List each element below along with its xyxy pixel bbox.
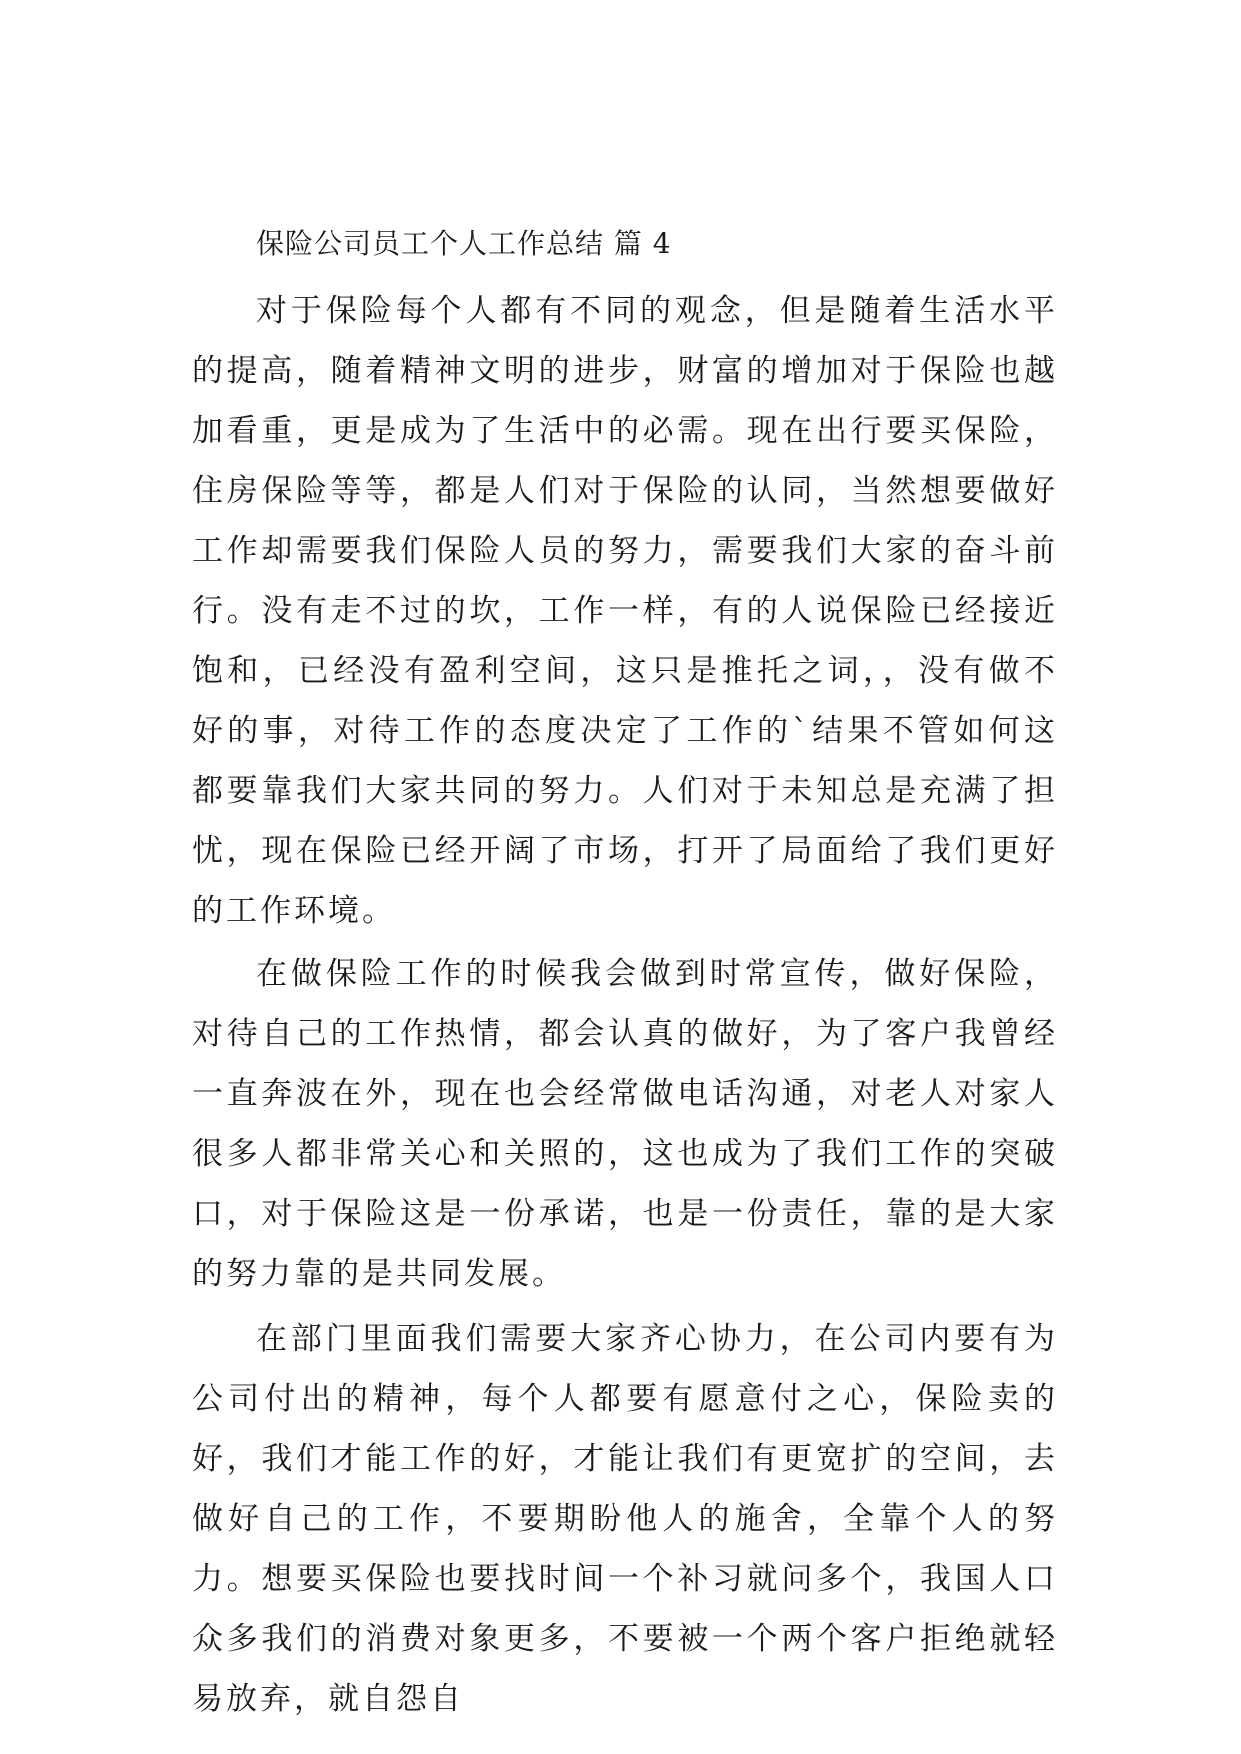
document-title: 保险公司员工个人工作总结 篇 4 [256,227,672,260]
document-page [192,214,1058,1729]
paragraph-2: 在做保险工作的时候我会做到时常宣传，做好保险，对待自己的工作热情，都会认真的做好，为了客户我曾经一直奔波在外，现在也会经常做电话沟通，对老人对家人很多人都非常关心和关照的，这也成为了我们工作的突破口，对于保险这是一份承诺，也是一份责任，靠的是大家的努力靠的是共同发展。 [192,956,1058,1292]
paragraph-1: 对于保险每个人都有不同的观念，但是随着生活水平的提高，随着精神文明的进步，财富的增加对于保险也越加看重，更是成为了生活中的必需。现在出行要买保险，住房保险等等，都是人们对于保险的认同，当然想要做好工作却需要我们保险人员的努力，需要我们大家的奋斗前行。没有走不过的坎，工作一样，有的人说保险已经接近饱和，已经没有盈利空间，这只是推托之词，，没有做不好的事，对待工作的态度决定了工作的`结果不管如何这都要靠我们大家共同的努力。人们对于未知总是充满了担忧，现在保险已经开阔了市场，打开了局面给了我们更好的工作环境。 [192,293,1058,929]
paragraph-3: 在部门里面我们需要大家齐心协力，在公司内要有为公司付出的精神，每个人都要有愿意付之心，保险卖的好，我们才能工作的好，才能让我们有更宽扩的空间，去做好自己的工作，不要期盼他人的施舍，全靠个人的努力。想要买保险也要找时间一个补习就问多个，我国人口众多我们的消费对象更多，不要被一个两个客户拒绝就轻易放弃，就自怨自 [192,1321,1058,1717]
